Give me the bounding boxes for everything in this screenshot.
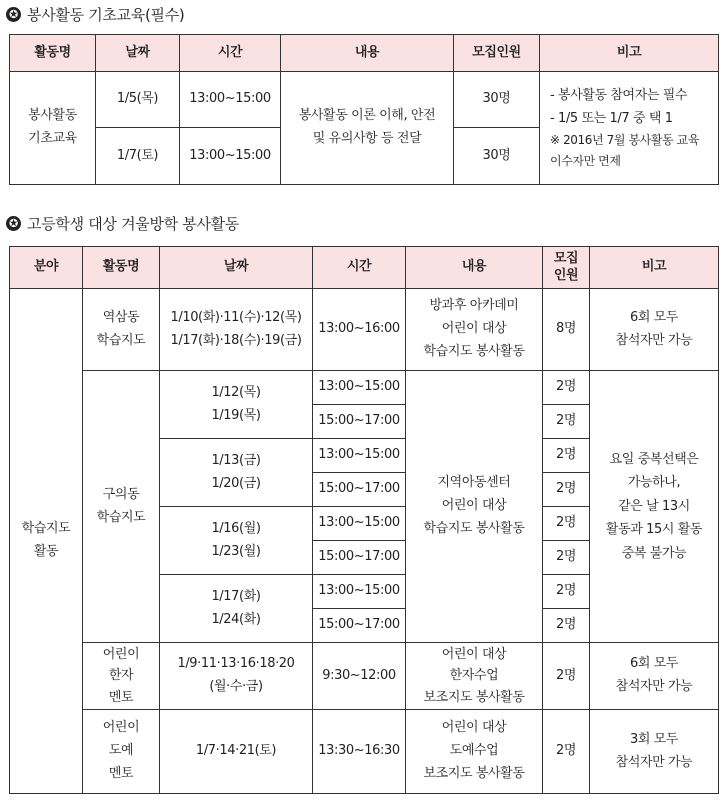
section2-heading bbox=[6, 213, 239, 234]
header-time: 시간 bbox=[313, 247, 406, 289]
table-row bbox=[10, 643, 719, 710]
note-cell: 6회 모두 참석자만 가능 bbox=[590, 643, 719, 710]
count-cell: 30명 bbox=[454, 128, 540, 185]
note-line: - 1/5 또는 1/7 중 택 1 bbox=[550, 110, 673, 126]
count-cell: 2명 bbox=[543, 507, 590, 541]
section2-title: 고등학생 대상 겨울방학 봉사활동 bbox=[27, 215, 240, 233]
winter-volunteer-table bbox=[9, 246, 719, 794]
basic-training-table bbox=[9, 34, 719, 185]
time-cell: 13:00~15:00 bbox=[313, 439, 406, 473]
date-cell: 1/12(목) 1/19(목) bbox=[160, 371, 313, 439]
header-count: 모집인원 bbox=[454, 35, 540, 72]
note-line: ※ 2016년 7월 봉사활동 교육 이수자만 면제 bbox=[550, 133, 700, 168]
count-cell: 2명 bbox=[543, 541, 590, 575]
date-cell: 1/7·14·21(토) bbox=[160, 710, 313, 794]
content-cell: 어린이 대상 도예수업 보조지도 봉사활동 bbox=[406, 710, 543, 794]
date-cell: 1/9·11·13·16·18·20 (월·수·금) bbox=[160, 643, 313, 710]
header-field: 분야 bbox=[10, 247, 83, 289]
header-date: 날짜 bbox=[96, 35, 180, 72]
header-note: 비고 bbox=[540, 35, 719, 72]
count-cell: 2명 bbox=[543, 710, 590, 794]
star-badge-icon: ✪ bbox=[6, 216, 21, 231]
header-time: 시간 bbox=[180, 35, 281, 72]
count-cell: 2명 bbox=[543, 643, 590, 710]
activity-name: 봉사활동 기초교육 bbox=[10, 72, 96, 185]
count-cell: 30명 bbox=[454, 72, 540, 128]
content-cell: 봉사활동 이론 이해, 안전 및 유의사항 등 전달 bbox=[281, 72, 454, 185]
table-header-row bbox=[10, 35, 719, 72]
table-row bbox=[10, 371, 719, 405]
header-note: 비고 bbox=[590, 247, 719, 289]
count-cell: 2명 bbox=[543, 609, 590, 643]
activity-name: 어린이 도예 멘토 bbox=[83, 710, 160, 794]
activity-name: 어린이 한자 멘토 bbox=[83, 643, 160, 710]
note-cell: 요일 중복선택은 가능하나, 같은 날 13시 활동과 15시 활동 중복 불가능 bbox=[590, 371, 719, 643]
time-cell: 13:00~15:00 bbox=[313, 371, 406, 405]
time-cell: 15:00~17:00 bbox=[313, 541, 406, 575]
header-count: 모집 인원 bbox=[543, 247, 590, 289]
time-cell: 13:00~15:00 bbox=[180, 72, 281, 128]
time-cell: 13:00~15:00 bbox=[180, 128, 281, 185]
header-date: 날짜 bbox=[160, 247, 313, 289]
count-cell: 8명 bbox=[543, 289, 590, 371]
date-cell: 1/10(화)·11(수)·12(목) 1/17(화)·18(수)·19(금) bbox=[160, 289, 313, 371]
time-cell: 13:00~15:00 bbox=[313, 507, 406, 541]
time-cell: 13:30~16:30 bbox=[313, 710, 406, 794]
section1-heading bbox=[6, 4, 184, 25]
count-cell: 2명 bbox=[543, 575, 590, 609]
header-activity: 활동명 bbox=[83, 247, 160, 289]
time-cell: 15:00~17:00 bbox=[313, 405, 406, 439]
date-cell: 1/16(월) 1/23(월) bbox=[160, 507, 313, 575]
table-row bbox=[10, 289, 719, 371]
time-cell: 15:00~17:00 bbox=[313, 609, 406, 643]
header-content: 내용 bbox=[406, 247, 543, 289]
note-cell: 3회 모두 참석자만 가능 bbox=[590, 710, 719, 794]
header-content: 내용 bbox=[281, 35, 454, 72]
star-badge-icon: ✪ bbox=[6, 7, 21, 22]
count-cell: 2명 bbox=[543, 371, 590, 405]
count-cell: 2명 bbox=[543, 405, 590, 439]
date-cell: 1/7(토) bbox=[96, 128, 180, 185]
content-cell: 지역아동센터 어린이 대상 학습지도 봉사활동 bbox=[406, 371, 543, 643]
table-row bbox=[10, 72, 719, 128]
time-cell: 15:00~17:00 bbox=[313, 473, 406, 507]
activity-name: 구의동 학습지도 bbox=[83, 371, 160, 643]
date-cell: 1/5(목) bbox=[96, 72, 180, 128]
note-cell bbox=[540, 72, 719, 185]
activity-name: 역삼동 학습지도 bbox=[83, 289, 160, 371]
count-cell: 2명 bbox=[543, 473, 590, 507]
content-cell: 방과후 아카데미 어린이 대상 학습지도 봉사활동 bbox=[406, 289, 543, 371]
date-cell: 1/17(화) 1/24(화) bbox=[160, 575, 313, 643]
note-line: - 봉사활동 참여자는 필수 bbox=[550, 87, 688, 103]
date-cell: 1/13(금) 1/20(금) bbox=[160, 439, 313, 507]
table-header-row bbox=[10, 247, 719, 289]
note-cell: 6회 모두 참석자만 가능 bbox=[590, 289, 719, 371]
time-cell: 13:00~15:00 bbox=[313, 575, 406, 609]
time-cell: 13:00~16:00 bbox=[313, 289, 406, 371]
field-cell: 학습지도 활동 bbox=[10, 289, 83, 794]
table-row bbox=[10, 710, 719, 794]
content-cell: 어린이 대상 한자수업 보조지도 봉사활동 bbox=[406, 643, 543, 710]
time-cell: 9:30~12:00 bbox=[313, 643, 406, 710]
section1-title: 봉사활동 기초교육(필수) bbox=[27, 6, 185, 24]
header-activity: 활동명 bbox=[10, 35, 96, 72]
count-cell: 2명 bbox=[543, 439, 590, 473]
